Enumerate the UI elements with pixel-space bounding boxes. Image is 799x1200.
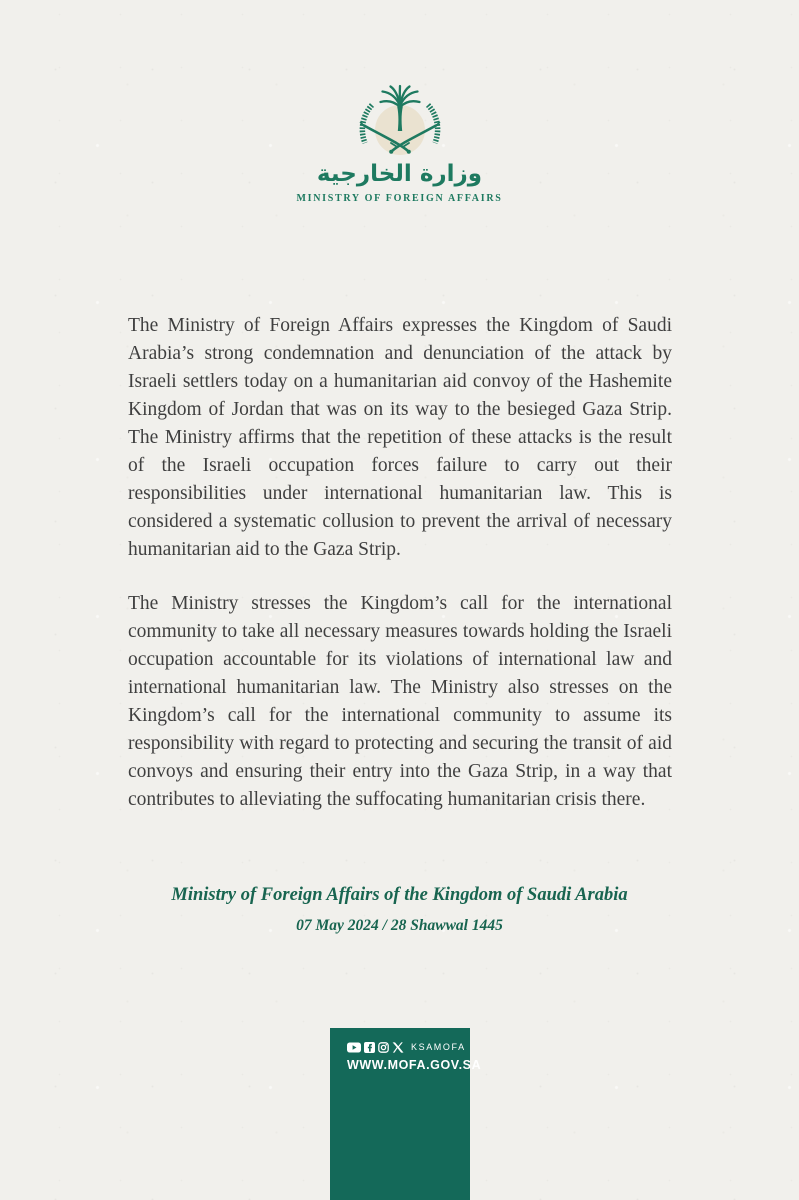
social-handle: KSAMOFA <box>411 1042 466 1052</box>
signature-block <box>0 884 799 935</box>
facebook-icon <box>364 1042 375 1053</box>
signature-ministry-line: Ministry of Foreign Affairs of the Kingdom of Saudi Arabia <box>171 885 628 905</box>
ministry-arabic-title: وزارة الخارجية <box>316 161 483 187</box>
website-url: WWW.MOFA.GOV.SA <box>347 1058 482 1072</box>
social-row <box>347 1041 470 1053</box>
youtube-icon <box>347 1042 361 1053</box>
statement-body <box>128 312 672 814</box>
signature-date-line: 07 May 2024 / 28 Shawwal 1445 <box>296 917 503 934</box>
x-icon <box>392 1042 404 1053</box>
footer-bar <box>330 1028 482 1200</box>
statement-paragraph: The Ministry of Foreign Affairs expresses the Kingdom of Saudi Arabia’s strong condemnation and denunciation of the attack by Israeli settlers today on a humanitarian aid convoy of the Hashemite Kingdom of Jordan that was on its way to the besieged Gaza Strip. The Ministry affirms that the repetition of these attacks is the result of the Israeli occupation forces failure to carry out their responsibilities under international humanitarian law. This is considered a systematic collusion to prevent the arrival of necessary humanitarian aid to the Gaza Strip. <box>128 315 672 560</box>
ministry-english-title: MINISTRY OF FOREIGN AFFAIRS <box>296 193 503 204</box>
statement-paragraph: The Ministry stresses the Kingdom’s call for the international community to take all necessary measures towards holding the Israeli occupation accountable for its violations of international law and international humanitarian law. The Ministry also stresses on the Kingdom’s call for the international community to assume its responsibility with regard to protecting and securing the transit of aid convoys and ensuring their entry into the Gaza Strip, in a way that contributes to alleviating the suffocating humanitarian crisis there. <box>128 593 672 810</box>
mofa-logo <box>0 84 799 204</box>
instagram-icon <box>378 1042 389 1053</box>
saudi-emblem-icon <box>347 84 453 158</box>
